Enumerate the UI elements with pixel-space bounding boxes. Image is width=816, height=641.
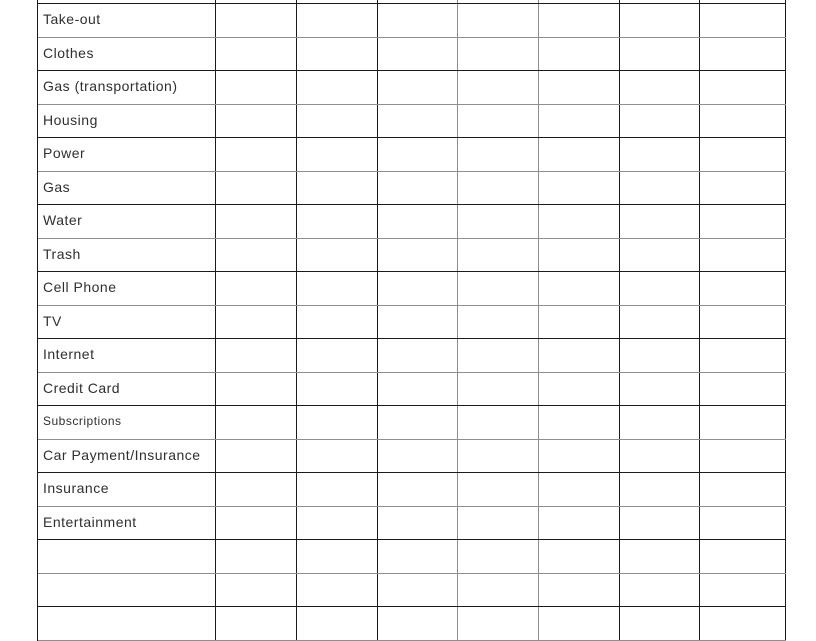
amount-cell	[700, 0, 786, 3]
amount-cell[interactable]	[297, 306, 378, 339]
amount-cell[interactable]	[378, 574, 458, 607]
amount-cell[interactable]	[539, 205, 620, 238]
amount-cell[interactable]	[620, 607, 700, 640]
table-row	[38, 473, 786, 507]
category-label-cell: Housing	[38, 105, 216, 138]
amount-cell[interactable]	[539, 440, 620, 473]
table-row	[38, 540, 786, 574]
category-label-cell: Cell Phone	[38, 272, 216, 305]
amount-cell[interactable]	[700, 540, 786, 573]
amount-cell[interactable]	[378, 373, 458, 406]
amount-cell[interactable]	[539, 4, 620, 37]
category-label-cell: Gas (transportation)	[38, 71, 216, 104]
amount-cell[interactable]	[458, 105, 539, 138]
amount-cell[interactable]	[458, 239, 539, 272]
table-row	[38, 138, 786, 172]
amount-cell	[378, 0, 458, 3]
amount-cell[interactable]	[458, 373, 539, 406]
amount-cell[interactable]	[297, 105, 378, 138]
amount-cell[interactable]	[700, 306, 786, 339]
amount-cell[interactable]	[620, 172, 700, 205]
amount-cell[interactable]	[297, 272, 378, 305]
amount-cell	[458, 0, 539, 3]
amount-cell[interactable]	[539, 306, 620, 339]
amount-cell[interactable]	[458, 38, 539, 71]
amount-cell[interactable]	[216, 540, 297, 573]
amount-cell[interactable]	[539, 373, 620, 406]
category-label-cell	[38, 607, 216, 640]
amount-cell[interactable]	[620, 205, 700, 238]
amount-cell[interactable]	[700, 339, 786, 372]
category-label-cell: Power	[38, 138, 216, 171]
amount-cell[interactable]	[216, 71, 297, 104]
amount-cell[interactable]	[539, 105, 620, 138]
amount-cell[interactable]	[378, 205, 458, 238]
table-row	[38, 440, 786, 474]
amount-cell	[620, 0, 700, 3]
amount-cell[interactable]	[539, 239, 620, 272]
amount-cell[interactable]	[216, 4, 297, 37]
table-row	[38, 507, 786, 541]
amount-cell[interactable]	[216, 306, 297, 339]
amount-cell[interactable]	[216, 406, 297, 439]
amount-cell[interactable]	[378, 507, 458, 540]
amount-cell[interactable]	[539, 172, 620, 205]
amount-cell[interactable]	[458, 574, 539, 607]
amount-cell[interactable]	[216, 373, 297, 406]
amount-cell[interactable]	[700, 38, 786, 71]
category-label-cell: Credit Card	[38, 373, 216, 406]
table-row	[38, 172, 786, 206]
amount-cell[interactable]	[297, 239, 378, 272]
amount-cell	[216, 0, 297, 3]
amount-cell[interactable]	[620, 306, 700, 339]
amount-cell[interactable]	[700, 272, 786, 305]
amount-cell[interactable]	[378, 272, 458, 305]
category-label-cell: Water	[38, 205, 216, 238]
amount-cell[interactable]	[378, 406, 458, 439]
category-label-cell	[38, 574, 216, 607]
table-row	[38, 306, 786, 340]
amount-cell[interactable]	[700, 105, 786, 138]
budget-table	[37, 0, 786, 641]
table-row	[38, 38, 786, 72]
amount-cell[interactable]	[620, 138, 700, 171]
amount-cell[interactable]	[378, 4, 458, 37]
amount-cell[interactable]	[458, 406, 539, 439]
amount-cell[interactable]	[700, 406, 786, 439]
amount-cell[interactable]	[620, 71, 700, 104]
amount-cell[interactable]	[216, 272, 297, 305]
amount-cell[interactable]	[378, 172, 458, 205]
amount-cell[interactable]	[539, 607, 620, 640]
amount-cell[interactable]	[539, 574, 620, 607]
table-row	[38, 205, 786, 239]
amount-cell[interactable]	[297, 38, 378, 71]
amount-cell[interactable]	[458, 507, 539, 540]
category-label-cell: Clothes	[38, 38, 216, 71]
amount-cell[interactable]	[378, 138, 458, 171]
amount-cell[interactable]	[700, 574, 786, 607]
amount-cell[interactable]	[216, 339, 297, 372]
amount-cell[interactable]	[458, 306, 539, 339]
table-row	[38, 71, 786, 105]
amount-cell[interactable]	[620, 540, 700, 573]
amount-cell[interactable]	[539, 473, 620, 506]
amount-cell[interactable]	[700, 473, 786, 506]
amount-cell[interactable]	[297, 406, 378, 439]
category-label-cell	[38, 540, 216, 573]
amount-cell[interactable]	[620, 440, 700, 473]
amount-cell[interactable]	[216, 38, 297, 71]
amount-cell[interactable]	[620, 373, 700, 406]
amount-cell[interactable]	[216, 607, 297, 640]
amount-cell[interactable]	[539, 507, 620, 540]
amount-cell[interactable]	[458, 607, 539, 640]
table-row	[38, 574, 786, 608]
table-row	[38, 239, 786, 273]
table-row	[38, 105, 786, 139]
amount-cell	[297, 0, 378, 3]
amount-cell[interactable]	[539, 339, 620, 372]
amount-cell[interactable]	[378, 306, 458, 339]
amount-cell[interactable]	[378, 38, 458, 71]
amount-cell[interactable]	[700, 71, 786, 104]
amount-cell[interactable]	[700, 440, 786, 473]
amount-cell[interactable]	[458, 440, 539, 473]
table-row	[38, 373, 786, 407]
amount-cell[interactable]	[297, 574, 378, 607]
table-row	[38, 607, 786, 641]
amount-cell[interactable]	[700, 373, 786, 406]
amount-cell[interactable]	[458, 473, 539, 506]
amount-cell[interactable]	[297, 440, 378, 473]
amount-cell[interactable]	[378, 105, 458, 138]
amount-cell[interactable]	[539, 138, 620, 171]
table-row	[38, 4, 786, 38]
amount-cell[interactable]	[216, 205, 297, 238]
amount-cell[interactable]	[458, 71, 539, 104]
amount-cell[interactable]	[620, 4, 700, 37]
amount-cell[interactable]	[216, 473, 297, 506]
category-label-cell: Internet	[38, 339, 216, 372]
amount-cell[interactable]	[539, 38, 620, 71]
category-label-cell: Insurance	[38, 473, 216, 506]
amount-cell[interactable]	[539, 406, 620, 439]
amount-cell[interactable]	[378, 607, 458, 640]
category-label-cell: Trash	[38, 239, 216, 272]
amount-cell[interactable]	[297, 71, 378, 104]
amount-cell[interactable]	[620, 339, 700, 372]
amount-cell[interactable]	[297, 373, 378, 406]
amount-cell[interactable]	[458, 540, 539, 573]
amount-cell[interactable]	[216, 138, 297, 171]
amount-cell	[539, 0, 620, 3]
amount-cell[interactable]	[216, 105, 297, 138]
amount-cell[interactable]	[378, 239, 458, 272]
amount-cell[interactable]	[539, 71, 620, 104]
category-label-cell: TV	[38, 306, 216, 339]
category-label-cell: Gas	[38, 172, 216, 205]
amount-cell[interactable]	[458, 172, 539, 205]
amount-cell[interactable]	[216, 440, 297, 473]
amount-cell[interactable]	[297, 205, 378, 238]
amount-cell[interactable]	[620, 507, 700, 540]
amount-cell[interactable]	[700, 239, 786, 272]
category-label-cell: Take-out	[38, 4, 216, 37]
amount-cell[interactable]	[620, 239, 700, 272]
amount-cell[interactable]	[378, 473, 458, 506]
amount-cell[interactable]	[216, 239, 297, 272]
amount-cell[interactable]	[216, 507, 297, 540]
amount-cell[interactable]	[458, 205, 539, 238]
category-label-cell: Subscriptions	[38, 406, 216, 439]
amount-cell[interactable]	[539, 540, 620, 573]
amount-cell[interactable]	[216, 172, 297, 205]
amount-cell[interactable]	[297, 4, 378, 37]
category-cell	[38, 0, 216, 3]
amount-cell[interactable]	[458, 339, 539, 372]
amount-cell[interactable]	[620, 406, 700, 439]
amount-cell[interactable]	[297, 138, 378, 171]
amount-cell[interactable]	[700, 138, 786, 171]
amount-cell[interactable]	[458, 138, 539, 171]
amount-cell[interactable]	[297, 507, 378, 540]
amount-cell[interactable]	[297, 339, 378, 372]
amount-cell[interactable]	[297, 172, 378, 205]
table-row	[38, 406, 786, 440]
amount-cell[interactable]	[458, 272, 539, 305]
amount-cell[interactable]	[378, 339, 458, 372]
amount-cell[interactable]	[700, 205, 786, 238]
table-row	[38, 272, 786, 306]
table-row	[38, 339, 786, 373]
amount-cell[interactable]	[700, 607, 786, 640]
amount-cell[interactable]	[297, 540, 378, 573]
amount-cell[interactable]	[700, 172, 786, 205]
amount-cell[interactable]	[378, 440, 458, 473]
amount-cell[interactable]	[620, 473, 700, 506]
amount-cell[interactable]	[216, 574, 297, 607]
amount-cell[interactable]	[297, 473, 378, 506]
amount-cell[interactable]	[378, 71, 458, 104]
amount-cell[interactable]	[539, 272, 620, 305]
amount-cell[interactable]	[458, 4, 539, 37]
amount-cell[interactable]	[620, 574, 700, 607]
amount-cell[interactable]	[620, 105, 700, 138]
amount-cell[interactable]	[297, 607, 378, 640]
amount-cell[interactable]	[378, 540, 458, 573]
category-label-cell: Car Payment/Insurance	[38, 440, 216, 473]
amount-cell[interactable]	[620, 272, 700, 305]
category-label-cell: Entertainment	[38, 507, 216, 540]
amount-cell[interactable]	[700, 4, 786, 37]
amount-cell[interactable]	[620, 38, 700, 71]
amount-cell[interactable]	[700, 507, 786, 540]
